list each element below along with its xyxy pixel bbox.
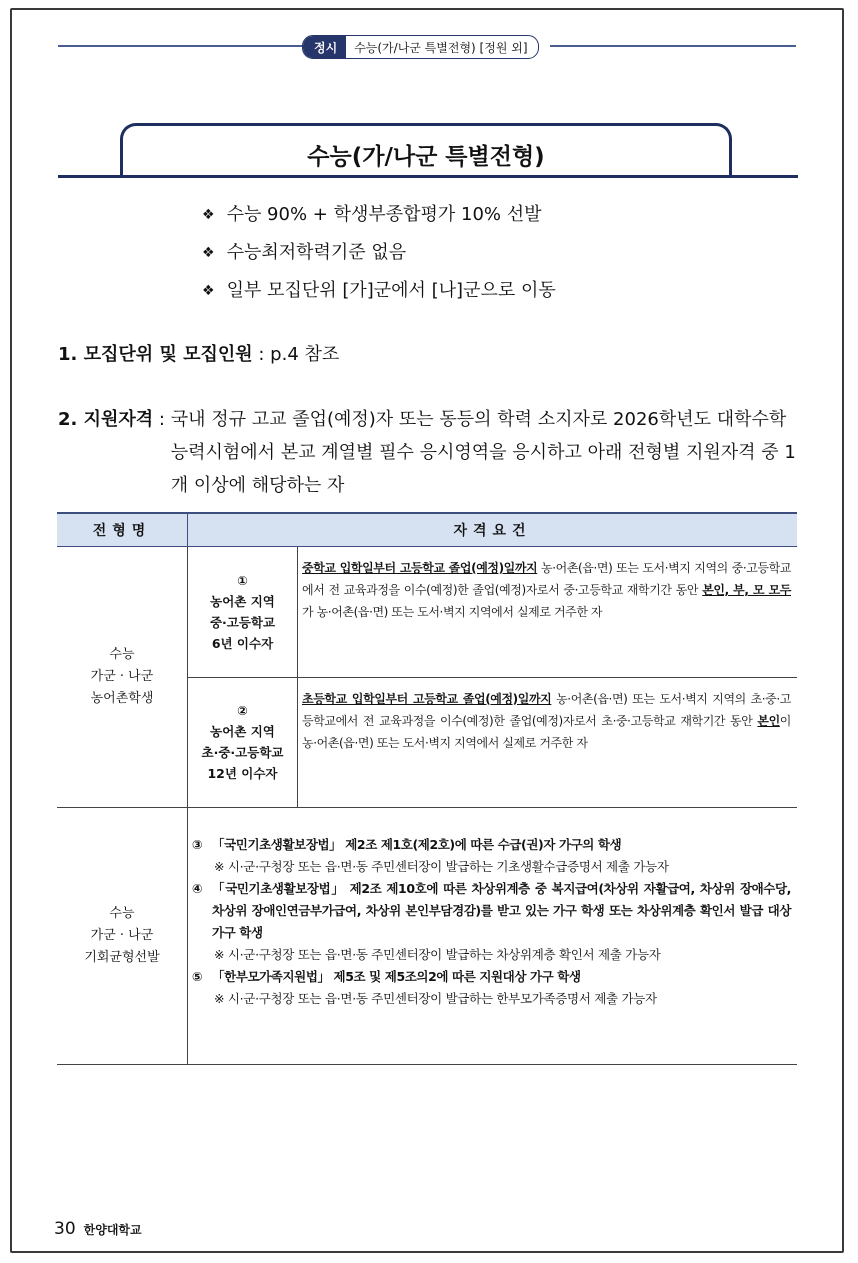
- header-rule-right: [550, 45, 796, 47]
- row-description: 초등학교 입학일부터 고등학교 졸업(예정)일까지 농·어촌(읍·면) 또는 도서·벽지 지역의 초·중·고등학교에서 전 교육과정을 이수(예정)한 졸업(예정)자로서 초·중·고등학교 재학기간 동안 본인이 농·어촌(읍·면) 또는 도서·벽지 지역에서 실제로 거주한 자: [302, 691, 791, 750]
- table-row: [188, 547, 797, 677]
- item-note: ※ 시·군·구청장 또는 읍·면·동 주민센터장이 발급하는 기초생활수급증명서 제출 가능자: [214, 859, 669, 874]
- eligibility-table: [57, 512, 797, 1065]
- list-item: ⑤ 「한부모가족지원법」 제5조 및 제5조의2에 따른 지원대상 가구 학생: [192, 969, 581, 984]
- header-tag: 정시: [303, 36, 346, 58]
- section2-text: 국내 정규 고교 졸업(예정)자 또는 동등의 학력 소지자로 2026학년도 대학수학능력시험에서 본교 계열별 필수 응시영역을 응시하고 아래 전형별 지원자격 중 1개 이상에 해당하는 자: [170, 409, 796, 496]
- page-footer: [54, 1219, 142, 1239]
- list-item: ④ 「국민기초생활보장법」 제2조 제10호에 따른 차상위계층 중 복지급여(차상위 자활급여, 차상위 장애수당, 차상위 장애인연금부가급여, 차상위 본인부담경감)를 받고 있는 가구 학생 또는 차상위계층 확인서 발급 대상 가구 학생: [192, 881, 791, 940]
- section1-sep: :: [252, 344, 271, 365]
- diamond-bullet-icon: ❖: [202, 245, 215, 261]
- section-recruitment-units: [58, 340, 339, 366]
- summary-bullets: [202, 196, 556, 310]
- bullet-item: ❖ 수능 90% + 학생부종합평가 10% 선발: [202, 196, 556, 234]
- bullet-item: ❖ 수능최저학력기준 없음: [202, 234, 556, 272]
- section1-label: 1. 모집단위 및 모집인원: [58, 344, 253, 365]
- group2-items: [188, 808, 797, 1064]
- section-eligibility: [58, 403, 803, 502]
- row-label: ① 농어촌 지역 중·고등학교 6년 이수자: [188, 547, 298, 677]
- list-item: ③ 「국민기초생활보장법」 제2조 제1호(제2호)에 따른 수급(권)자 가구의 학생: [192, 837, 622, 852]
- header-requirements: 자격요건: [453, 523, 532, 539]
- university-name: 한양대학교: [83, 1223, 142, 1237]
- section1-text: p.4 참조: [270, 344, 340, 365]
- row-label: ② 농어촌 지역 초·중·고등학교 12년 이수자: [188, 678, 298, 808]
- item-note: ※ 시·군·구청장 또는 읍·면·동 주민센터장이 발급하는 차상위계층 확인서 제출 가능자: [214, 947, 661, 962]
- header-rule-left: [58, 45, 304, 47]
- diamond-bullet-icon: ❖: [202, 207, 215, 223]
- header-badge: [302, 35, 539, 59]
- section2-label: 2. 지원자격: [58, 409, 154, 430]
- group-opportunity-balance: [57, 808, 797, 1065]
- group1-name: 수능 가군 · 나군 농어촌학생: [57, 547, 188, 807]
- header-type-name: 전형명: [57, 514, 188, 546]
- diamond-bullet-icon: ❖: [202, 283, 215, 299]
- page-number: 30: [54, 1219, 76, 1239]
- table-header: [57, 512, 797, 547]
- bullet-item: ❖ 일부 모집단위 [가]군에서 [나]군으로 이동: [202, 272, 556, 310]
- group2-name: 수능 가군 · 나군 기회균형선발: [57, 808, 188, 1064]
- page-title: 수능(가/나군 특별전형): [307, 144, 545, 170]
- section2-sep: :: [153, 409, 171, 430]
- title-baseline: [58, 175, 798, 178]
- item-note: ※ 시·군·구청장 또는 읍·면·동 주민센터장이 발급하는 한부모가족증명서 제출 가능자: [214, 991, 657, 1006]
- header-text: 수능(가/나군 특별전형) [정원 외]: [354, 40, 528, 55]
- group-farming-fishing: [57, 547, 797, 808]
- row-description: 중학교 입학일부터 고등학교 졸업(예정)일까지 농·어촌(읍·면) 또는 도서·벽지 지역의 중·고등학교에서 전 교육과정을 이수(예정)한 졸업(예정)자로서 중·고등학교 재학기간 동안 본인, 부, 모 모두가 농·어촌(읍·면) 또는 도서·벽지 지역에서 실제로 거주한 자: [302, 561, 792, 619]
- table-row: [188, 677, 797, 808]
